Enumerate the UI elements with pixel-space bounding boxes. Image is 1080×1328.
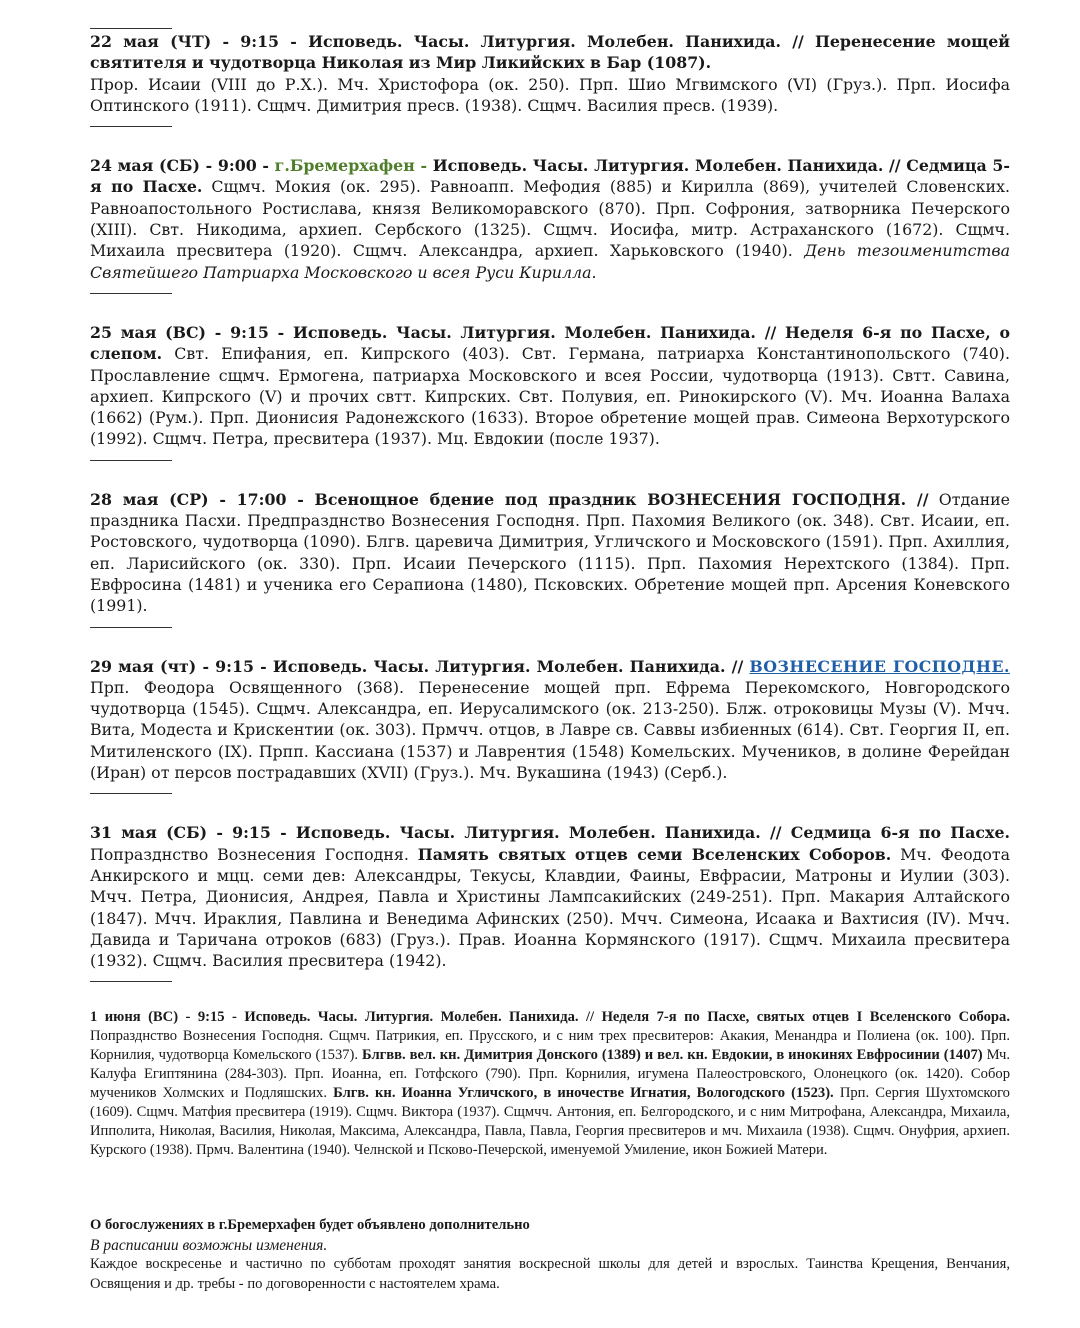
entry-header: 31 мая (СБ) - 9:15 - Исповедь. Часы. Литургия. Молебен. Панихида. // Седмица 6-я по Пасхе. xyxy=(90,823,1010,843)
entry-body: Сщмч. Мокия (ок. 295). Равноапп. Мефодия (885) и Кирилла (869), учителей Словенских. Равноапостольного Ростислава, князя Великоморавского (870). Прп. Софрония, затворника Печерского (XIII). Свт. Никодима, архиеп. Сербского (1325). Сщмч. Иосифа, митр. Астраханского (1672). Сщмч. Михаила пресвитера (1920). Сщмч. Александра, архиеп. Харьковского (1940). xyxy=(90,177,1010,261)
entry-italic-note: День тезоименитства Святейшего Патриарха Московского и всея Руси Кирилла. xyxy=(90,241,1011,282)
entry-body-c: Прп. Сергия Шухтомского (1609). Сщмч. Матфия пресвитера (1919). Сщмч. Виктора (1937). Сщмчч. Антония, еп. Белгородского, и с ним Митрофана, Александра, Михаила, Ипполита, Николая, Василия, Николая, Максима, Александра, Павла, Павла, Георгия пресвитеров и мч. Михаила (1938). Сщмч. Онуфрия, архиеп. Курского (1938). Прмч. Валентина (1940). Челнской и Псково-Печерской, именуемой Умиление, икон Божией Матери. xyxy=(90,1085,1010,1159)
changes-note: В расписании возможны изменения. xyxy=(90,1236,328,1254)
entry-body-a: Попразднство Вознесения Господня. Сщмч. Патрикия, еп. Прусского, и с ним трех пресвитеров: Акакия, Менандра и Полиена (ок. 100). Прп. Корнилия, чудотворца Комельского (1537). xyxy=(90,1028,1010,1064)
entry-header: 29 мая (чт) - 9:15 - Исповедь. Часы. Литургия. Молебен. Панихида. // xyxy=(90,656,750,676)
schedule-entry-may-28 xyxy=(90,489,1010,617)
divider xyxy=(90,28,172,29)
schedule-entry-may-22 xyxy=(90,31,1010,116)
schedule-entry-may-29 xyxy=(90,656,1010,784)
entry-body: Прп. Феодора Освященного (368). Перенесение мощей прп. Ефрема Перекомского, Новгородского чудотворца (1545). Сщмч. Александра, еп. Иерусалимского (ок. 213-250). Блж. отроковицы Музы (V). Мчч. Вита, Модеста и Крискентии (ок. 303). Прмчч. отцов, в Лавре св. Саввы избиенных (614). Свт. Георгия II, еп. Митиленского (IX). Прпп. Кассиана (1537) и Лаврентия (1548) Комельских. Мучеников, в долине Ферейдан (Иран) от персов пострадавших (XVII) (Груз.). Мч. Вукашина (1943) (Серб.). xyxy=(90,677,1010,783)
entry-header: 25 мая (ВС) - 9:15 - Исповедь. Часы. Литургия. Молебен. Панихида. // Неделя 6-я по Пасхе, о слепом. xyxy=(90,322,1010,364)
entry-body: Прор. Исаии (VIII до Р.Х.). Мч. Христофора (ок. 250). Прп. Шио Мгвимского (VI) (Груз.). Прп. Иосифа Оптинского (1911). Сщмч. Димитрия пресв. (1938). Сщмч. Василия пресв. (1939). xyxy=(90,74,1010,115)
ascension-link[interactable]: ВОЗНЕСЕНИЕ ГОСПОДНЕ. xyxy=(749,656,1010,676)
entry-header-date: 24 мая (СБ) - 9:00 - xyxy=(90,156,275,176)
schedule-entry-june-1 xyxy=(90,1008,1010,1160)
schedule-page xyxy=(90,28,1010,1160)
entry-bold-commemoration: Память святых отцев семи Вселенских Соборов. xyxy=(417,844,892,864)
entry-city: г.Бремерхафен - xyxy=(274,156,433,176)
schedule-entry-may-24 xyxy=(90,155,1010,283)
entry-header: 22 мая (ЧТ) - 9:15 - Исповедь. Часы. Литургия. Молебен. Панихида. // Перенесение мощей святителя и чудотворца Николая из Мир Ликийских в Бар (1087). xyxy=(90,32,1010,73)
entry-body: Отдание праздника Пасхи. Предпразднство Вознесения Господня. Прп. Пахомия Великого (ок. 348). Свт. Исаии, еп. Ростовского, чудотворца (1090). Блгв. царевича Димитрия, Угличского и Московского (1591). Прп. Ахиллия, еп. Ларисийского (ок. 330). Прп. Исаии Печерского (1115). Прп. Пахомия Нерехтского (1384). Прп. Евфросина (1481) и ученика его Серапиона (1480), Псковских. Обретение мощей прп. Арсения Коневского (1991). xyxy=(90,489,1011,616)
entry-body-b: Мч. Калуфа Египтянина (284-303). Прп. Иоанна, еп. Готфского (790). Прп. Корнилия, игумена Палеостровского, Олонецкого (ок. 1420). Собор мучеников Холмских и Подляшских. xyxy=(90,1047,1011,1102)
entry-body-b: Мч. Феодота Анкирского и мцц. семи дев: Александры, Текусы, Клавдии, Фаины, Евфрасии, Матроны и Иулии (303). Мчч. Петра, Дионисия, Андрея, Павла и Христины Лампсакийских (249-251). Прп. Макария Алтайского (1847). Мчч. Ираклия, Павлина и Венедима Афинских (250). Мчч. Симеона, Исаака и Вахтисия (IV). Мчч. Давида и Таричана отроков (683) (Груз.). Прав. Иоанна Кормянского (1917). Сщмч. Михаила пресвитера (1932). Сщмч. Василия пресвитера (1942). xyxy=(90,844,1010,971)
bremerhaven-note: О богослужениях в г.Бремерхафен будет объявлено дополнительно xyxy=(90,1217,530,1233)
entry-body-a: Попразднство Вознесения Господня. xyxy=(90,844,418,864)
school-note: Каждое воскресенье и частично по субботам проходят занятия воскресной школы для детей и взрослых. Таинства Крещения, Венчания, Освящения и др. требы - по договоренности с настоятелем храма. xyxy=(90,1256,1010,1292)
schedule-footer xyxy=(90,1216,1010,1294)
entry-header: 1 июня (ВС) - 9:15 - Исповедь. Часы. Литургия. Молебен. Панихида. // Неделя 7-я по Пасхе, святых отцев I Вселенского Собора. xyxy=(90,1009,1010,1026)
entry-bold-donskoy: Блгвв. вел. кн. Димитрия Донского (1389) и вел. кн. Евдокии, в инокинях Евфросинии (1407) xyxy=(362,1047,983,1064)
entry-body: Свт. Епифания, еп. Кипрского (403). Свт. Германа, патриарха Константинопольского (740). Прославление сщмч. Ермогена, патриарха Московского и всея России, чудотворца (1913). Свтт. Савина, архиеп. Кипрского (V) и прочих свтт. Кипрских. Свт. Полувия, еп. Ринокирского (V). Мч. Иоанна Валаха (1662) (Рум.). Прп. Дионисия Радонежского (1633). Второе обретение мощей прав. Симеона Верхотурского (1992). Сщмч. Петра, пресвитера (1937). Мц. Евдокии (после 1937). xyxy=(90,344,1010,449)
entry-header: 28 мая (СР) - 17:00 - Всенощное бдение под праздник ВОЗНЕСЕНИЯ ГОСПОДНЯ. // xyxy=(90,489,929,509)
entry-header-services: Исповедь. Часы. Литургия. Молебен. Панихида. // Седмица 5-я по Пасхе. xyxy=(90,156,1010,197)
entry-bold-uglichsky: Блгв. кн. Иоанна Угличского, в иночестве Игнатия, Вологодского (1523). xyxy=(333,1085,834,1102)
schedule-entry-may-25 xyxy=(90,322,1010,450)
schedule-entry-may-31 xyxy=(90,822,1010,971)
